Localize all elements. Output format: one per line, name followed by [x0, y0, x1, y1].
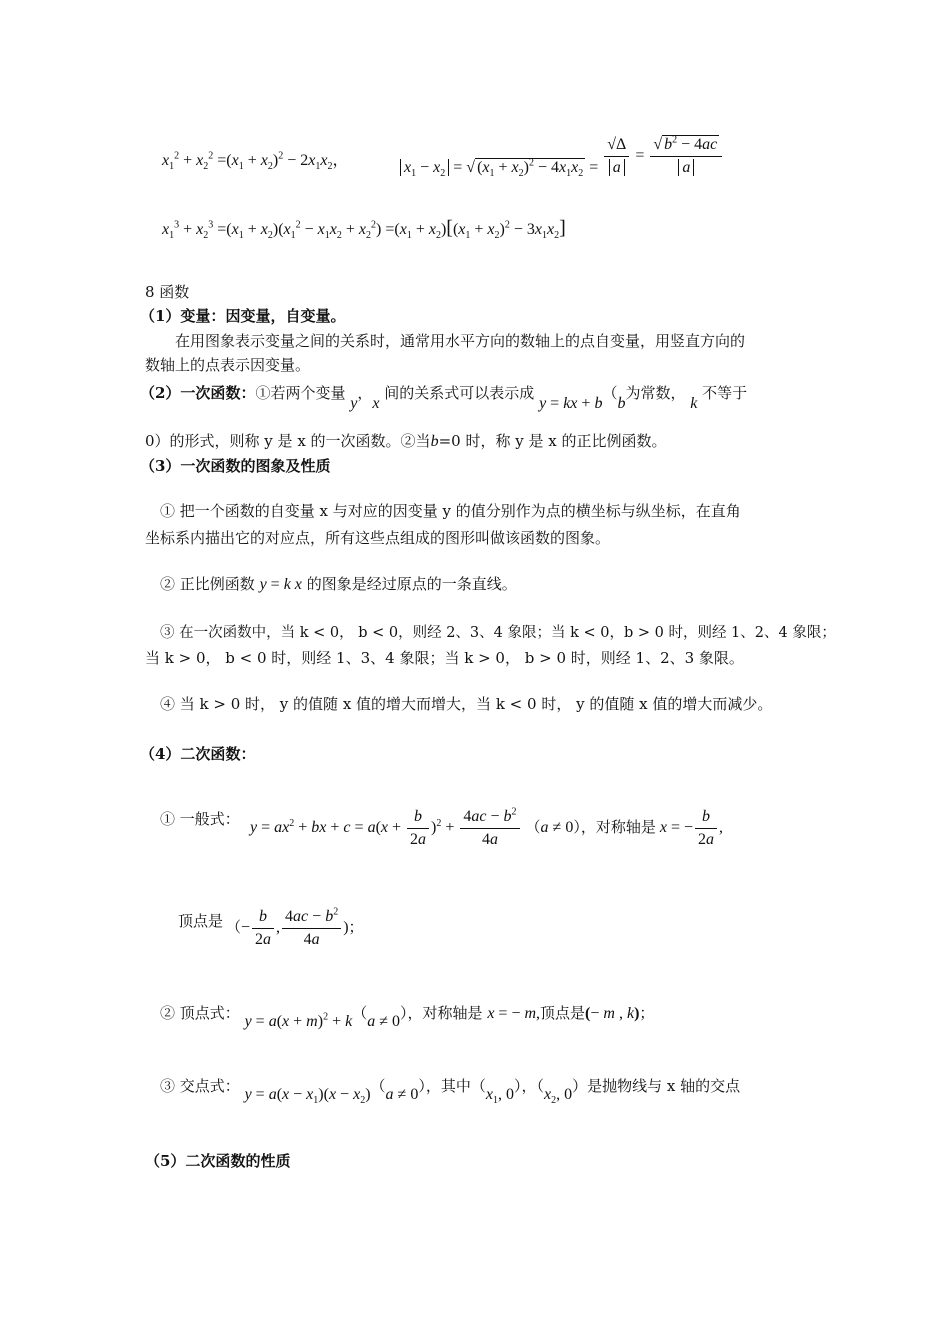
sub3-item2: ② 正比例函数 y = k x 的图象是经过原点的一条直线。 — [160, 575, 517, 593]
sub2-p5: 0）的形式，则称 y 是 x 的一次函数。②当 — [145, 432, 431, 450]
vertex-label: 顶点是 — [178, 912, 224, 930]
general-form-formula: $y = ax^2$ + bx + c = a(x + $\frac{b}{2a}$ )$^2$ + $\frac{4ac - b^2}{4a}$ （a ≠ 0），对称轴是 x = − $\frac{b}{2a}$ , — [250, 806, 724, 848]
general-form-label: ① 一般式： — [160, 810, 240, 828]
sub1-line1: 在用图象表示变量之间的关系时，通常用水平方向的数轴上的点自变量，用竖直方向的 — [175, 332, 746, 350]
sub3-item1-line1: ① 把一个函数的自变量 x 与对应的因变量 y 的值分别作为点的横坐标与纵坐标，在直角 — [160, 502, 741, 520]
sub2-p3: 为常数， — [625, 384, 686, 402]
vertex-form-label: ② 顶点式： — [160, 1004, 240, 1022]
formula-diff-abs: $x_1 - x_2$ = √ $(x_1 + x_2)^2 - 4x_1x_2$ = $\frac{√\Delta}{a}$ = $\frac{√ b^2 - 4ac}{a}$ — [400, 134, 724, 179]
sub3-item3-line1: ③ 在一次函数中，当 k < 0， b < 0，则经 2、3、4 象限；当 k < 0，b > 0 时，则经 1、2、4 象限； — [160, 625, 836, 641]
sub3-title: （3）一次函数的图象及性质 — [140, 457, 331, 475]
sub2-line2: 0）的形式，则称 y 是 x 的一次函数。②当b=0 时，称 y 是 x 的正比例函数。 — [145, 432, 667, 450]
intercept-mid: ，其中（ — [425, 1077, 486, 1095]
intercept-form-label: ③ 交点式： — [160, 1077, 240, 1095]
sub3-item4: ④ 当 k > 0 时， y 的值随 x 值的增大而增大，当 k < 0 时， y 的值随 x 值的增大而减少。 — [160, 695, 773, 713]
sub2-title: （2）一次函数： — [140, 384, 256, 402]
sub3-item2-b: 的图象是经过原点的一条直线。 — [306, 575, 517, 593]
sub2-line1: （2）一次函数：①若两个变量 y，x 间的关系式可以表示成 y = kx + b（b为常数， k 不等于 — [140, 384, 748, 412]
sub3-item3-line2: 当 k > 0， b < 0 时，则经 1、3、4 象限；当 k > 0， b > 0 时，则经 1、2、3 象限。 — [145, 649, 744, 667]
sub2-p1: ①若两个变量 — [255, 384, 346, 402]
sub1-title: （1）变量：因变量，自变量。 — [140, 307, 346, 325]
sub2-p4: 不等于 — [702, 384, 748, 402]
vertex-form-axis: ，对称轴是 — [407, 1004, 483, 1022]
sub2-p2: 间的关系式可以表示成 — [384, 384, 535, 402]
formula-sum-of-cubes: $x_1^3 + x_2^3 =(x_1 + x_2)(x_1^2 - x_1x_2 + x_2^2) =(x_1 + x_2)[(x_1 + x_2)^2 - 3x_1x_2]$ — [162, 217, 566, 242]
formula-sum-of-squares: $x_1^2 + x_2^2 =(x_1 + x_2)^2 - 2x_1x_2$， — [162, 150, 349, 173]
vertex-formula: （− $\frac{b}{2a}$ , $\frac{4ac - b^2}{4a}$ )； — [226, 906, 364, 948]
vertex-form-vertex: 顶点是 — [540, 1004, 586, 1022]
vertex-form-line: ② 顶点式： $y = a(x + m)^2 + k(a \ne 0)$，对称轴是 x = − m,顶点是(− m , k)； — [160, 1004, 655, 1030]
intercept-tail: ）是抛物线与 x 轴的交点 — [572, 1077, 741, 1095]
sub1-line2: 数轴上的点表示因变量。 — [145, 356, 311, 374]
sub5-title: （5）二次函数的性质 — [145, 1152, 291, 1170]
sub3-item2-a: ② 正比例函数 — [160, 575, 255, 593]
sub2-p6: =0 时，称 y 是 x 的正比例函数。 — [438, 432, 667, 450]
sub4-title: （4）二次函数： — [140, 745, 256, 763]
intercept-form-line: ③ 交点式： $y = a(x - x_1)(x - x_2)(a \ne 0)$，其中（$x_1$, 0），（$x_2$, 0）是抛物线与 x 轴的交点 — [160, 1077, 741, 1107]
sub3-item1-line2: 坐标系内描出它的对应点，所有这些点组成的图形叫做该函数的图象。 — [145, 529, 611, 547]
axis-label: ，对称轴是 — [580, 820, 656, 837]
section-heading: 8 函数 — [145, 283, 190, 301]
